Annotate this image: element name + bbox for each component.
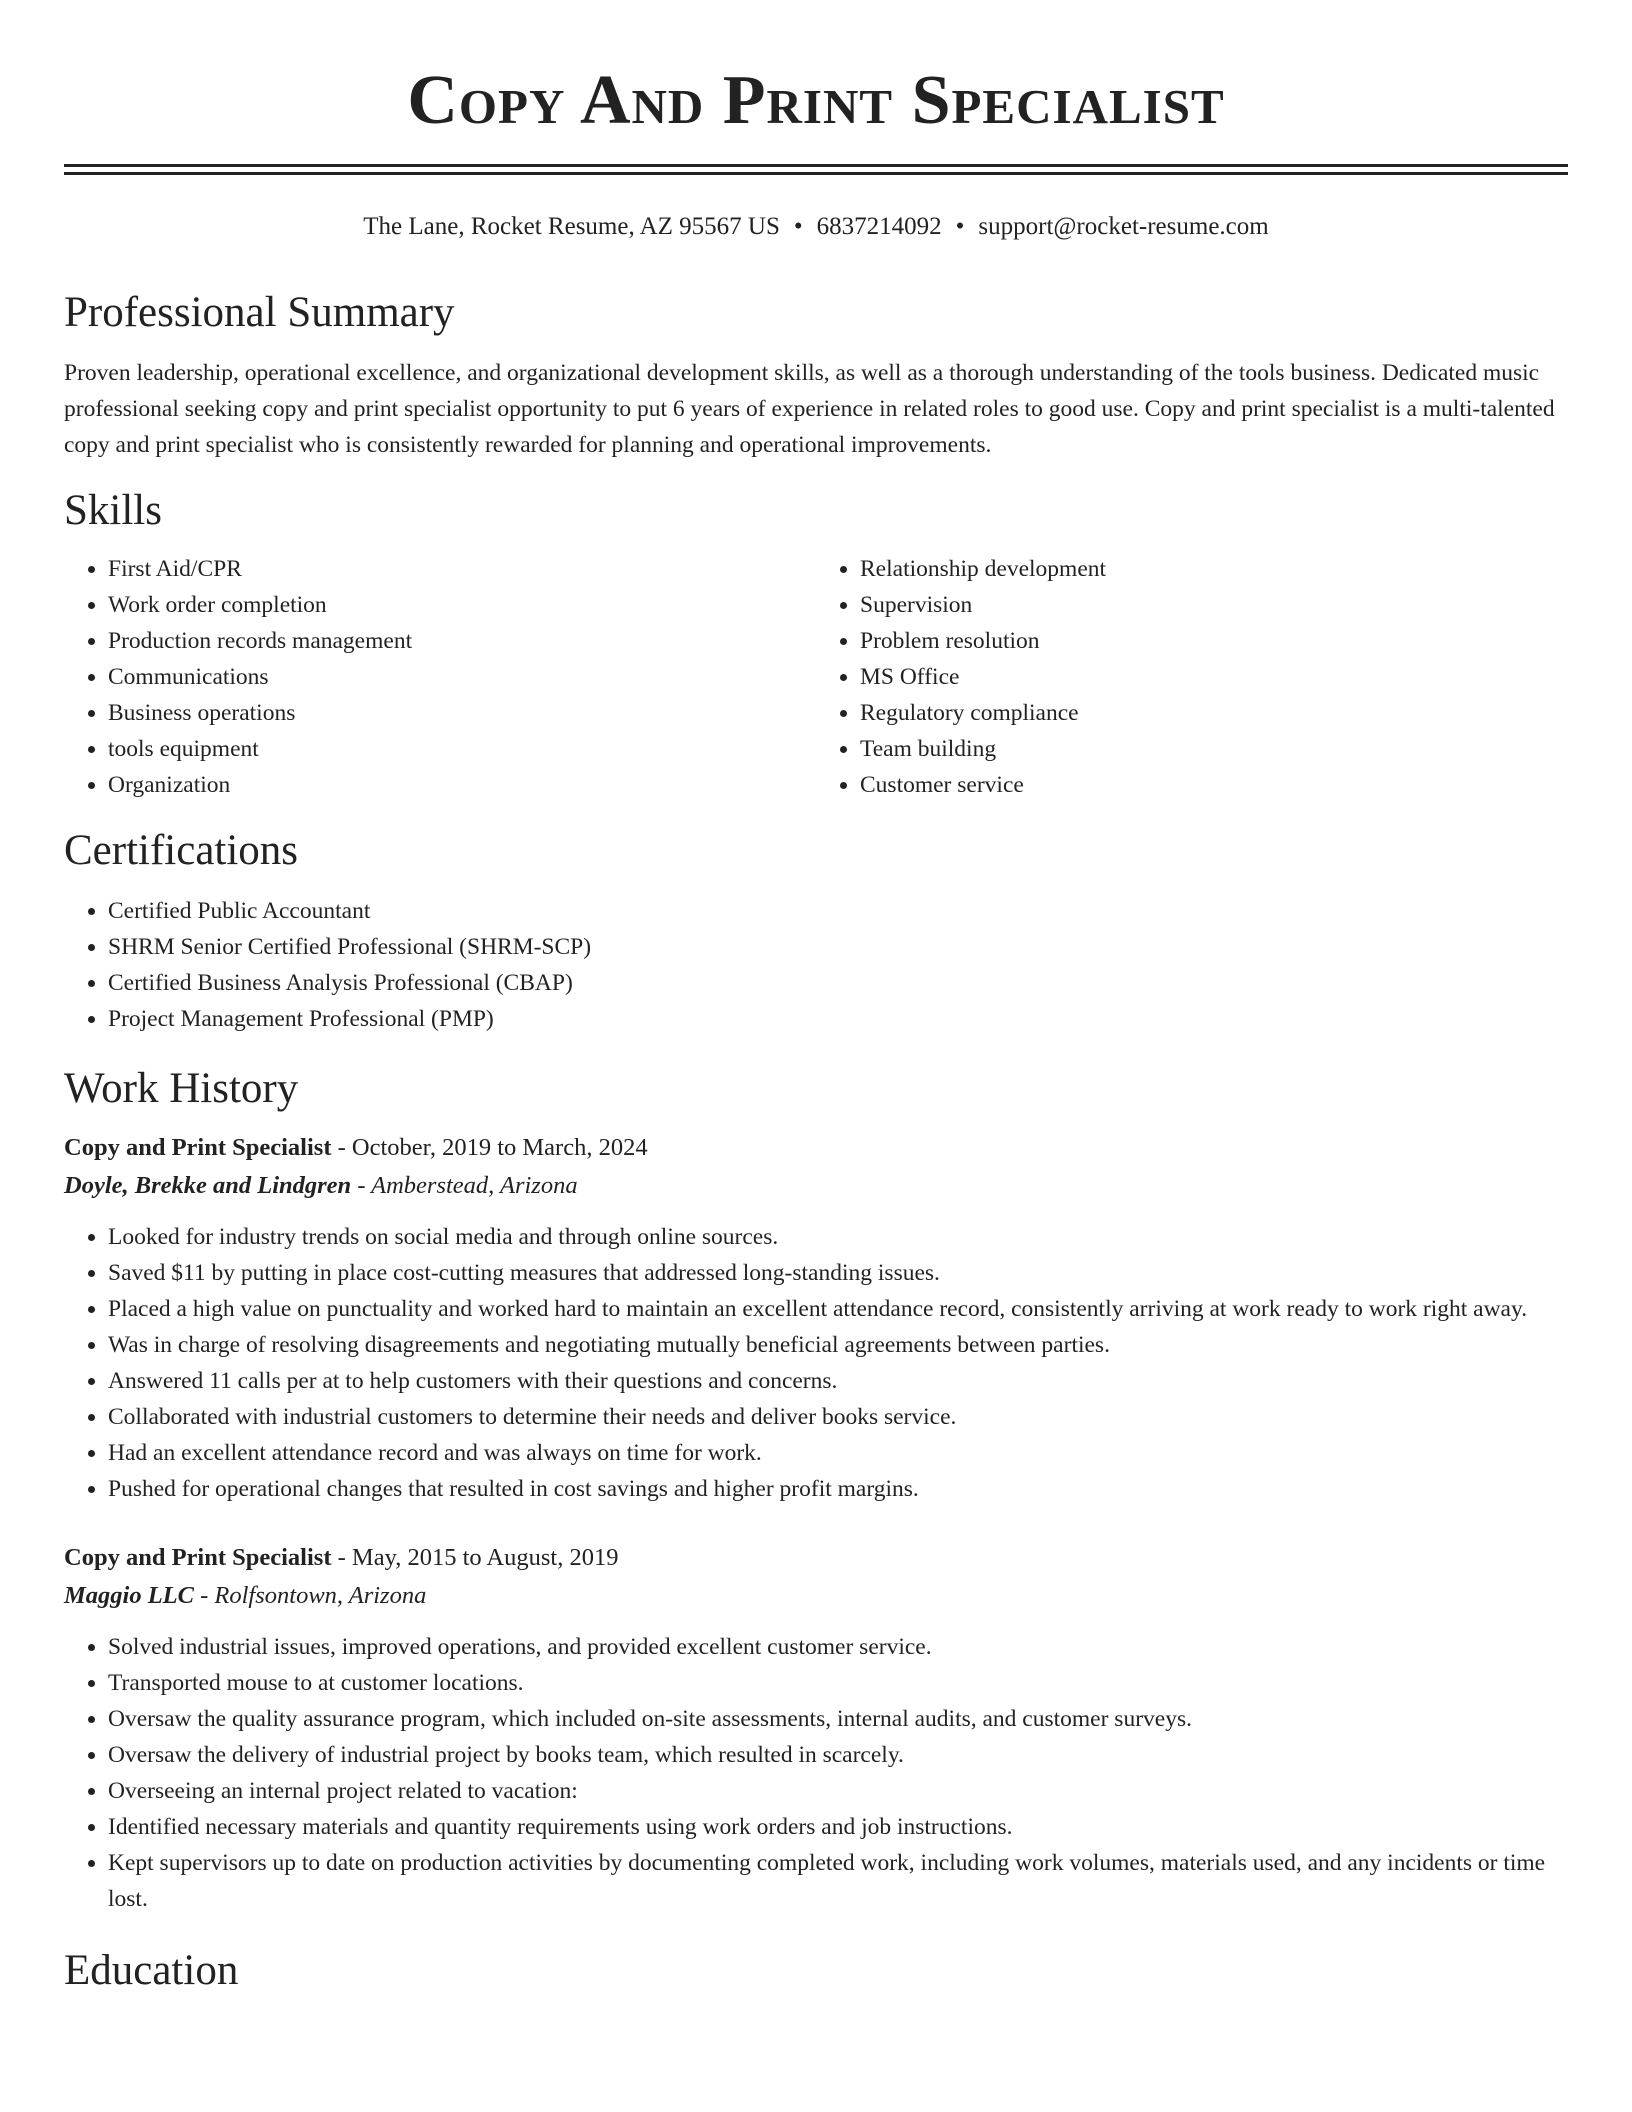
job-title: Copy and Print Specialist <box>64 1134 332 1161</box>
certification-item: • Certified Public Accountant <box>108 893 1568 929</box>
job-dates: - October, 2019 to March, 2024 <box>331 1134 648 1161</box>
job-bullet: • Collaborated with industrial customers to determine their needs and deliver books service. <box>108 1399 1568 1435</box>
skill-item: • tools equipment <box>108 731 816 767</box>
certification-item: • Certified Business Analysis Professional (CBAP) <box>108 965 1568 1001</box>
work-history-heading: Work History <box>64 1065 299 1112</box>
contact-email: support@rocket-resume.com <box>978 213 1269 240</box>
contact-separator: • <box>793 213 803 240</box>
skill-item: • Team building <box>860 731 1568 767</box>
job-location: - Amberstead, Arizona <box>351 1172 578 1199</box>
job-title: Copy and Print Specialist <box>64 1544 332 1571</box>
job-bullet: • Had an excellent attendance record and was always on time for work. <box>108 1435 1568 1471</box>
contact-line <box>64 211 1568 243</box>
job-bullet: • Answered 11 calls per at to help customers with their questions and concerns. <box>108 1363 1568 1399</box>
job-company: Doyle, Brekke and Lindgren <box>64 1172 352 1199</box>
job-company: Maggio LLC <box>64 1582 194 1609</box>
skill-item: • Regulatory compliance <box>860 695 1568 731</box>
job-bullet: • Oversaw the delivery of industrial project by books team, which resulted in scarcely. <box>108 1737 1568 1773</box>
certification-item: • Project Management Professional (PMP) <box>108 1001 1568 1037</box>
certifications-list <box>64 893 1568 1037</box>
job-company-line <box>64 1167 1568 1205</box>
skill-item: • Problem resolution <box>860 623 1568 659</box>
header-double-rule <box>64 164 1568 175</box>
job-bullet: • Overseeing an internal project related to vacation: <box>108 1773 1568 1809</box>
job-entry <box>64 1539 1568 1917</box>
job-bullet: • Solved industrial issues, improved operations, and provided excellent customer service. <box>108 1629 1568 1665</box>
skills-heading: Skills <box>64 487 162 534</box>
job-bullet: • Saved $11 by putting in place cost-cutting measures that addressed long-standing issues. <box>108 1255 1568 1291</box>
skill-item: • Relationship development <box>860 551 1568 587</box>
education-heading: Education <box>64 1947 239 1994</box>
skill-item: • Organization <box>108 767 816 803</box>
job-bullets <box>64 1219 1568 1507</box>
job-bullet: • Oversaw the quality assurance program, which included on-site assessments, internal audits, and customer surveys. <box>108 1701 1568 1737</box>
certification-item: • SHRM Senior Certified Professional (SHRM-SCP) <box>108 929 1568 965</box>
job-location: - Rolfsontown, Arizona <box>194 1582 427 1609</box>
skill-item: • Work order completion <box>108 587 816 623</box>
job-bullets <box>64 1629 1568 1917</box>
job-bullet: • Placed a high value on punctuality and worked hard to maintain an excellent attendance record, consistently arriving at work ready to work right away. <box>108 1291 1568 1327</box>
summary-heading: Professional Summary <box>64 289 455 336</box>
contact-address: The Lane, Rocket Resume, AZ 95567 US <box>363 213 780 240</box>
job-bullet: • Was in charge of resolving disagreements and negotiating mutually beneficial agreements between parties. <box>108 1327 1568 1363</box>
skill-item: • MS Office <box>860 659 1568 695</box>
skill-item: • Supervision <box>860 587 1568 623</box>
job-dates: - May, 2015 to August, 2019 <box>331 1544 619 1571</box>
skills-list-right <box>816 551 1568 803</box>
job-bullet: • Kept supervisors up to date on production activities by documenting completed work, including work volumes, materials used, and any incidents or time lost. <box>108 1845 1568 1917</box>
certifications-heading: Certifications <box>64 827 299 874</box>
skill-item: • Communications <box>108 659 816 695</box>
skill-item: • Production records management <box>108 623 816 659</box>
skills-columns <box>64 551 1568 803</box>
resume-name: Copy And Print Specialist <box>407 62 1225 139</box>
skills-list-left <box>64 551 816 803</box>
skill-item: • First Aid/CPR <box>108 551 816 587</box>
job-bullet: • Transported mouse to at customer locations. <box>108 1665 1568 1701</box>
job-entry <box>64 1129 1568 1507</box>
summary-text: Proven leadership, operational excellence, and organizational development skills, as well as a thorough understanding of the tools business. Dedicated music professional seeking copy and print specialist opportunity to put 6 years of experience in related roles to good use. Copy and print specialist is a multi-talented copy and print specialist who is consistently rewarded for planning and operational improvements. <box>64 360 1555 458</box>
contact-phone: 6837214092 <box>816 213 942 240</box>
job-bullet: • Pushed for operational changes that resulted in cost savings and higher profit margins. <box>108 1471 1568 1507</box>
skill-item: • Customer service <box>860 767 1568 803</box>
skill-item: • Business operations <box>108 695 816 731</box>
contact-separator: • <box>955 213 965 240</box>
job-bullet: • Looked for industry trends on social media and through online sources. <box>108 1219 1568 1255</box>
job-title-line <box>64 1129 1568 1167</box>
job-title-line <box>64 1539 1568 1577</box>
job-company-line <box>64 1577 1568 1615</box>
job-bullet: • Identified necessary materials and quantity requirements using work orders and job instructions. <box>108 1809 1568 1845</box>
